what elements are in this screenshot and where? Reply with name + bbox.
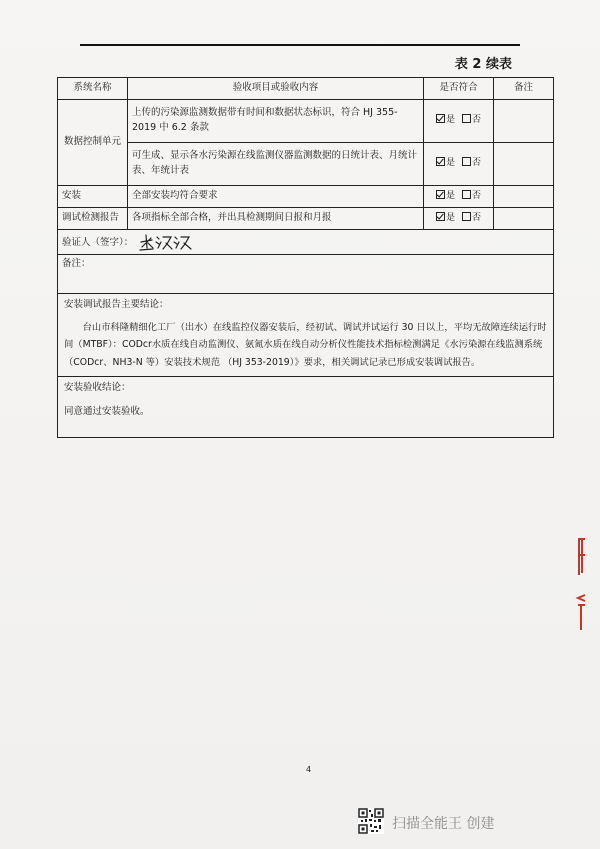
table-row <box>58 186 554 208</box>
table-row <box>58 208 554 230</box>
notes-cell <box>58 255 554 294</box>
verifier-label: 验证人（签字）： <box>62 236 134 248</box>
no-label: 否 <box>471 158 481 169</box>
handwritten-signature <box>138 232 194 252</box>
install-report-cell <box>58 294 554 377</box>
table-row <box>58 143 554 186</box>
notes-row <box>58 255 554 294</box>
remark-cell <box>494 186 554 208</box>
content-cell: 各项指标全部合格，并出具检测期间日报和月报 <box>128 208 424 230</box>
system-name-cell: 调试检测报告 <box>58 208 128 230</box>
system-name-cell: 安装 <box>58 186 128 208</box>
header-rule <box>80 44 520 46</box>
yes-label: 是 <box>446 158 456 169</box>
table-header-row <box>58 78 554 100</box>
table-title: 表 2 续表 <box>454 57 512 72</box>
no-checkbox <box>462 190 471 199</box>
no-checkbox <box>462 212 471 221</box>
verifier-row <box>58 230 554 255</box>
table-row <box>58 100 554 143</box>
acceptance-text: 同意通过安装验收。 <box>64 406 150 418</box>
header-remark: 备注 <box>494 78 554 100</box>
content-cell: 全部安装均符合要求 <box>128 186 424 208</box>
content-cell: 上传的污染源监测数据带有时间和数据状态标识，符合 HJ 355-2019 中 6.2 条款 <box>128 100 424 143</box>
red-stamp-edge <box>573 535 587 655</box>
yes-label: 是 <box>446 212 456 223</box>
acceptance-row <box>58 376 554 437</box>
install-report-text: 台山市科隆精细化工厂（出水）在线监控仪器安装后，经初试、调试并试运行 30 日以上，平均无故障连续运行时间（MTBF）：CODcr水质在线自动监测仪、氨氮水质在线自动分析仪性能技术指标检测满足《水污染源在线监测系统（CODcr、NH3-N 等）安装技术规范 （HJ 353-2019）》要求，相关调试记录已形成安装调试报告。 <box>64 321 547 369</box>
yes-checkbox-checked <box>436 212 445 221</box>
no-label: 否 <box>471 190 481 201</box>
yes-checkbox-checked <box>436 190 445 199</box>
compliance-cell <box>424 186 494 208</box>
header-compliance: 是否符合 <box>424 78 494 100</box>
yes-checkbox-checked <box>436 114 445 123</box>
no-checkbox <box>462 157 471 166</box>
acceptance-heading: 安装验收结论： <box>64 381 131 393</box>
qr-code-icon <box>358 808 384 834</box>
page-number: 4 <box>306 765 312 774</box>
compliance-cell <box>424 143 494 186</box>
remark-cell <box>494 143 554 186</box>
no-label: 否 <box>471 212 481 223</box>
header-item-content: 验收项目或验收内容 <box>128 78 424 100</box>
acceptance-table <box>57 77 554 438</box>
remark-cell <box>494 100 554 143</box>
notes-label: 备注： <box>62 258 91 269</box>
compliance-cell <box>424 100 494 143</box>
no-checkbox <box>462 114 471 123</box>
install-report-heading: 安装调试报告主要结论： <box>64 299 169 310</box>
system-name-cell: 数据控制单元 <box>58 100 128 186</box>
yes-label: 是 <box>446 115 456 126</box>
header-system-name: 系统名称 <box>58 78 128 100</box>
acceptance-cell <box>58 376 554 437</box>
content-cell: 可生成、显示各水污染源在线监测仪器监测数据的日统计表、月统计表、年统计表 <box>128 143 424 186</box>
no-label: 否 <box>471 115 481 126</box>
install-report-row <box>58 294 554 377</box>
yes-checkbox-checked <box>436 157 445 166</box>
verifier-cell <box>58 230 554 255</box>
compliance-cell <box>424 208 494 230</box>
yes-label: 是 <box>446 190 456 201</box>
scanner-brand-text: 扫描全能王 创建 <box>392 816 495 832</box>
remark-cell <box>494 208 554 230</box>
